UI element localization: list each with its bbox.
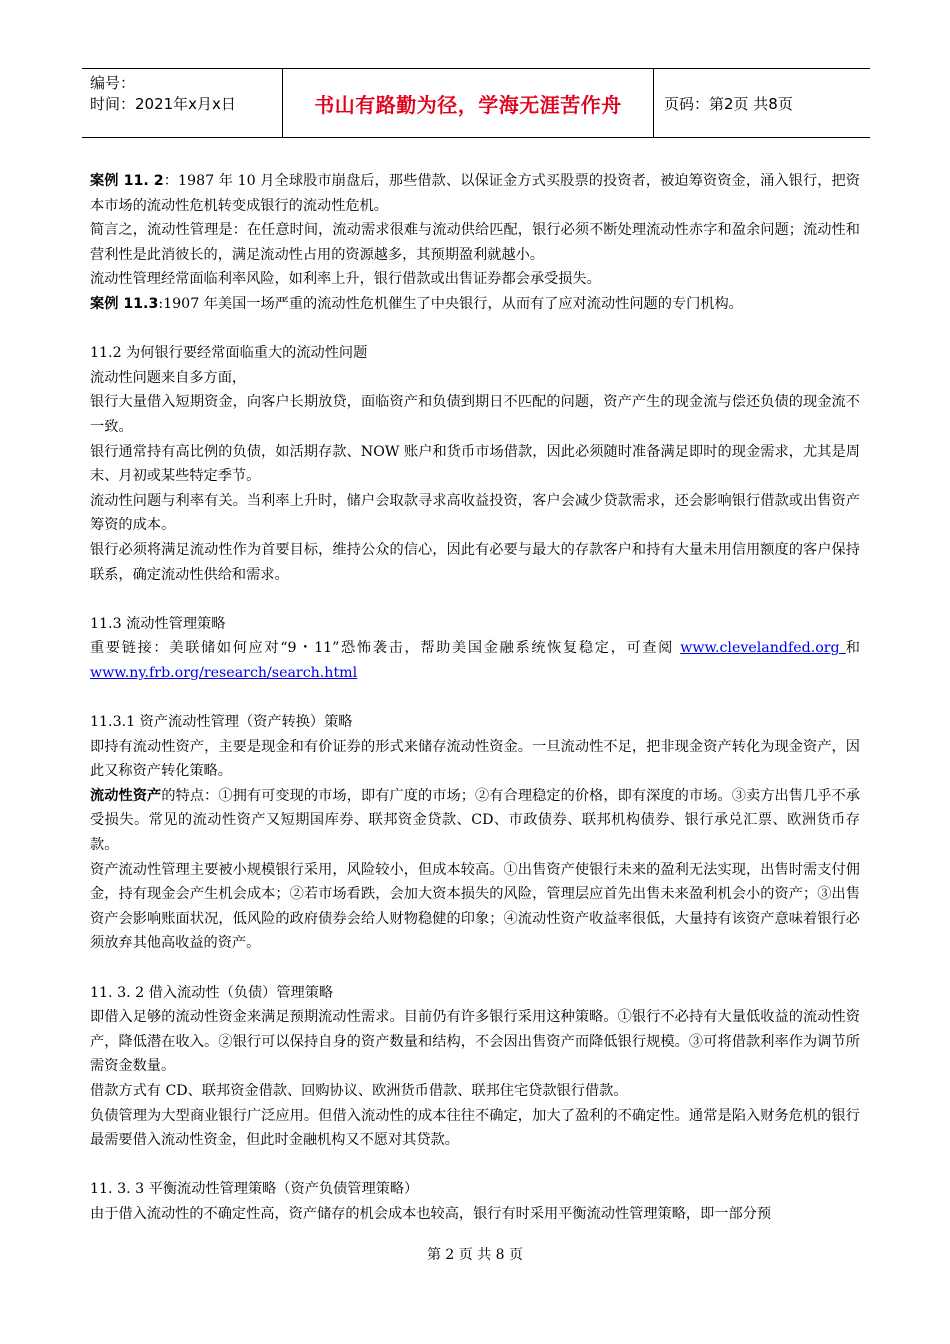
paragraph	[90, 292, 860, 317]
paragraph	[90, 1177, 860, 1202]
paragraph	[90, 636, 860, 685]
document-body	[90, 169, 860, 1227]
paragraph-gap	[90, 685, 860, 710]
page-footer: 第 2 页 共 8 页	[426, 1247, 524, 1263]
header-left-cell	[82, 69, 282, 137]
page-header	[82, 68, 870, 138]
link-clevelandfed[interactable]: www.clevelandfed.org	[680, 640, 846, 657]
paragraph-gap	[90, 317, 860, 342]
paragraph-text: :1907 年美国一场严重的流动性危机催生了中央银行，从而有了应对流动性问题的专门机构。	[158, 295, 743, 312]
header-page-label: 页码：第2页 共8页	[664, 94, 793, 113]
paragraph-text: 即借入足够的流动性资金来满足预期流动性需求。目前仍有许多银行采用这种策略。①银行不必持有大量低收益的流动性资产，降低潜在收入。②银行可以保持自身的资产数量和结构，不会因出售资产而降低银行规模。③可将借款利率作为调节所需资金数量。	[90, 1009, 860, 1075]
paragraph-text: 流动性问题与利率有关。当利率上升时，储户会取款寻求高收益投资，客户会减少贷款需求，还会影响银行借款或出售资产筹资的成本。	[90, 492, 860, 534]
paragraph-text: 11.3 流动性管理策略	[90, 615, 226, 632]
paragraph-text: 流动性管理经常面临利率风险，如利率上升，银行借款或出售证券都会承受损失。	[90, 271, 601, 288]
paragraph	[90, 1079, 860, 1104]
paragraph-text: 重要链接：美联储如何应对“9・11”恐怖袭击，帮助美国金融系统恢复稳定，可查阅	[90, 640, 681, 657]
paragraph	[90, 710, 860, 735]
paragraph-text: 借款方式有 CD、联邦资金借款、回购协议、欧洲货币借款、联邦住宅贷款银行借款。	[90, 1082, 628, 1099]
paragraph	[90, 440, 860, 489]
paragraph-gap	[90, 587, 860, 612]
paragraph-text: 11. 3. 2 借入流动性（负债）管理策略	[90, 984, 334, 1001]
paragraph	[90, 981, 860, 1006]
number-label: 编号：	[90, 74, 136, 92]
paragraph	[90, 267, 860, 292]
paragraph-text: 流动性问题来自多方面，	[90, 369, 247, 386]
paragraph-text: 银行通常持有高比例的负债，如活期存款、NOW 账户和货币市场借款，因此必须随时准备满足即时的现金需求，尤其是周末、月初或某些特定季节。	[90, 443, 860, 485]
paragraph	[90, 1005, 860, 1079]
paragraph-text: 由于借入流动性的不确定性高，资产储存的机会成本也较高，银行有时采用平衡流动性管理策略，即一部分预	[90, 1205, 772, 1222]
bold-lead: 案例 11. 2	[90, 173, 164, 189]
paragraph	[90, 784, 860, 858]
paragraph-text: 银行大量借入短期资金，向客户长期放贷，面临资产和负债到期日不匹配的问题，资产产生的现金流与偿还负债的现金流不一致。	[90, 394, 860, 435]
paragraph	[90, 538, 860, 587]
paragraph-text: 的特点：①拥有可变现的市场，即有广度的市场；②有合理稳定的价格，即有深度的市场。③卖方出售几乎不承受损失。常见的流动性资产又短期国库券、联邦资金贷款、CD、市政债券、联邦机构债券、银行承兑汇票、欧洲货币存款。	[90, 787, 860, 854]
paragraph-text: 银行必须将满足流动性作为首要目标，维持公众的信心，因此有必要与最大的存款客户和持有大量未用信用额度的客户保持联系，确定流动性供给和需求。	[90, 541, 860, 583]
paragraph-text: 11.3.1 资产流动性管理（资产转换）策略	[90, 714, 353, 731]
bold-lead: 案例 11.3	[90, 295, 159, 312]
paragraph-text: ：1987 年 10 月全球股市崩盘后，那些借款、以保证金方式买股票的投资者，被迫筹资资金，涌入银行，把资本市场的流动性危机转变成银行的流动性危机。	[90, 173, 860, 214]
paragraph-text: 即持有流动性资产，主要是现金和有价证券的形式来储存流动性资金。一旦流动性不足，把非现金资产转化为现金资产，因此又称资产转化策略。	[90, 738, 860, 780]
paragraph	[90, 341, 860, 366]
time-label: 时间：2021年x月x日	[90, 95, 236, 113]
paragraph	[90, 612, 860, 637]
paragraph-gap	[90, 1153, 860, 1178]
paragraph	[90, 858, 860, 956]
paragraph	[90, 390, 860, 439]
paragraph-text: 资产流动性管理主要被小规模银行采用，风险较小，但成本较高。①出售资产使银行未来的盈利无法实现，出售时需支付佣金，持有现金会产生机会成本；②若市场看跌，会加大资本损失的风险，管理层应首先出售未来盈利机会小的资产；③出售资产会影响账面状况，低风险的政府债券会给人财物稳健的印象；④流动性资产收益率很低，大量持有该资产意味着银行必须放弃其他高收益的资产。	[90, 861, 860, 952]
paragraph	[90, 218, 860, 267]
header-motto: 书山有路勤为径，学海无涯苦作舟	[282, 69, 654, 137]
paragraph-gap	[90, 956, 860, 981]
paragraph	[90, 489, 860, 538]
paragraph	[90, 735, 860, 784]
paragraph	[90, 366, 860, 391]
paragraph-text: 11. 3. 3 平衡流动性管理策略（资产负债管理策略）	[90, 1181, 419, 1198]
paragraph-text: 和	[845, 640, 860, 657]
paragraph-text: 负债管理为大型商业银行广泛应用。但借入流动性的成本往往不确定，加大了盈利的不确定性。通常是陷入财务危机的银行最需要借入流动性资金，但此时金融机构又不愿对其贷款。	[90, 1107, 860, 1149]
paragraph	[90, 1104, 860, 1153]
bold-lead: 流动性资产	[90, 787, 162, 804]
paragraph	[90, 1202, 860, 1227]
paragraph	[90, 169, 860, 218]
link-ny-frb[interactable]: www.ny.frb.org/research/search.html	[90, 664, 358, 681]
paragraph-text: 简言之，流动性管理是：在任意时间，流动需求很难与流动供给匹配，银行必须不断处理流动性赤字和盈余问题；流动性和营利性是此消彼长的，满足流动性占用的资源越多，其预期盈利就越小。	[90, 222, 860, 263]
paragraph-text: 11.2 为何银行要经常面临重大的流动性问题	[90, 345, 368, 362]
